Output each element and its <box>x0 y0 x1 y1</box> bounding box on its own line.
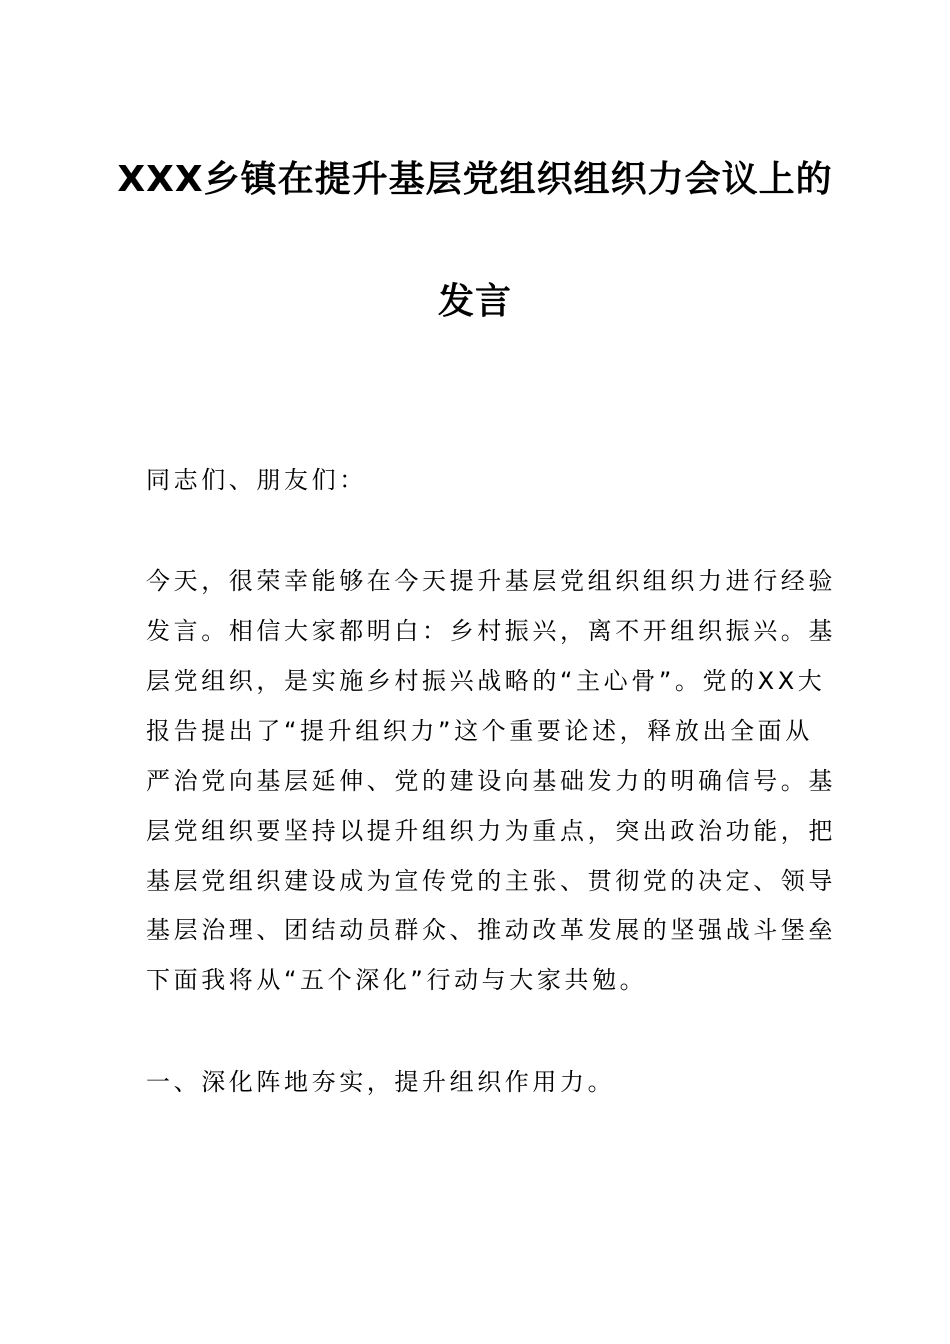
paragraph-line: 层党组织要坚持以提升组织力为重点，突出政治功能，把 <box>146 817 836 845</box>
paragraph-line: 严治党向基层延伸、党的建设向基础发力的明确信号。基 <box>146 767 836 795</box>
paragraph-line: 发言。相信大家都明白：乡村振兴，离不开组织振兴。基 <box>146 617 836 645</box>
paragraph-line: 报告提出了“提升组织力”这个重要论述，释放出全面从 <box>146 717 813 745</box>
salutation: 同志们、朋友们： <box>146 466 367 494</box>
paragraph-line: 层党组织，是实施乡村振兴战略的“主心骨”。党的XX大 <box>146 667 826 695</box>
paragraph-line: 今天，很荣幸能够在今天提升基层党组织组织力进行经验 <box>146 567 836 595</box>
paragraph-line: 基层治理、团结动员群众、推动改革发展的坚强战斗堡垒 <box>146 916 836 944</box>
document-title-line-2: 发言 <box>437 281 512 322</box>
section-heading: 一、深化阵地夯实，提升组织作用力。 <box>146 1068 616 1096</box>
paragraph-line: 下面我将从“五个深化”行动与大家共勉。 <box>146 966 648 994</box>
document-title-line-1: XXX乡镇在提升基层党组织组织力会议上的 <box>117 159 833 200</box>
paragraph-line: 基层党组织建设成为宣传党的主张、贯彻党的决定、领导 <box>146 867 836 895</box>
